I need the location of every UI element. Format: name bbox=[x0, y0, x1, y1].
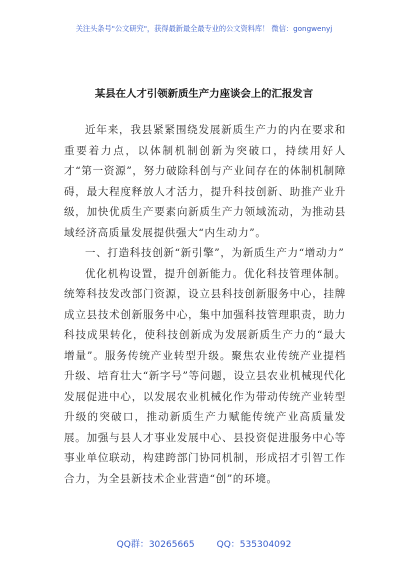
footer-qq-group: QQ群：30265665 bbox=[116, 540, 195, 550]
document-title: 某县在人才引领新质生产力座谈会上的汇报发言 bbox=[94, 88, 314, 100]
footer-contact bbox=[0, 537, 408, 550]
paragraph-body: 优化机构设置，提升创新能力。优化科技管理体制。统筹科技发改部门资源，设立县科技创新服务中心，挂牌成立县技术创新服务中心，集中加强科技管理职责，助力科技成果转化，使科技创新成为发展新质生产力的“最大增量”。服务传统产业转型升级。聚焦农业传统产业提档升级、培育壮大“新字号”等问题，设立县农业机械现代化发展促进中心，以发展农业机械化作为带动传统产业转型升级的突破口，推动新质生产力赋能传统产业高质量发展。加强与县人才事业发展中心、县投资促进服务中心等事业单位联动，构建跨部门协同机制，形成招才引智工作合力，为全县新技术企业营造“创”的环境。 bbox=[64, 267, 346, 485]
section-heading: 一、打造科技创新“新引擎”，为新质生产力“增动力” bbox=[85, 247, 345, 259]
document-body bbox=[64, 120, 346, 489]
paragraph-intro: 近年来，我县紧紧围绕发展新质生产力的内在要求和重要着力点，以体制机制创新为突破口，持续用好人才“第一资源”，努力破除科创与产业间存在的体制机制障碍，最大程度释放人才活力，提升科技创新、助推产业升级，加快优质生产要素向新质生产力领域流动，为推动县域经济高质量发展提供强大“内生动力”。 bbox=[64, 124, 346, 239]
footer-qq-number: QQ：535304092 bbox=[216, 540, 292, 550]
header-banner: 关注头条号"公文研究"，获得最新最全最专业的公文资料库！ 微信：gongwenyj bbox=[75, 24, 333, 33]
